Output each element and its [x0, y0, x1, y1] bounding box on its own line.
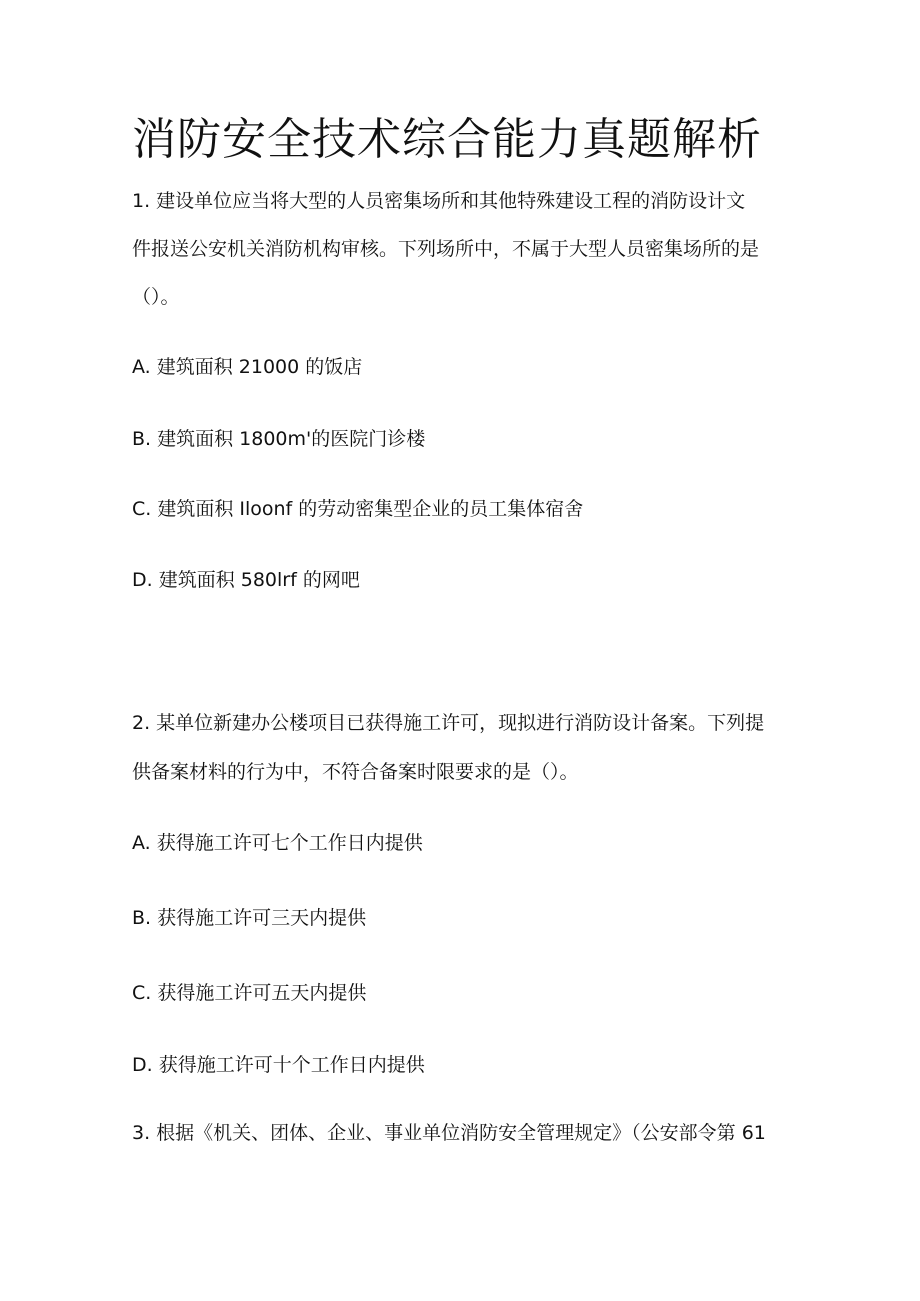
question-2-option-d: D. 获得施工许可十个工作日内提供	[132, 1054, 425, 1076]
question-2-stem-line-1: 2. 某单位新建办公楼项目已获得施工许可，现拟进行消防设计备案。下列提	[132, 712, 765, 734]
question-1-stem-line-2: 件报送公安机关消防机构审核。下列场所中，不属于大型人员密集场所的是	[132, 238, 760, 260]
question-1-option-c: C. 建筑面积 Iloonf 的劳动密集型企业的员工集体宿舍	[132, 498, 584, 520]
question-1-option-b: B. 建筑面积 1800m'的医院门诊楼	[132, 428, 426, 450]
question-1-option-d: D. 建筑面积 580lrf 的网吧	[132, 569, 360, 591]
question-2-option-c: C. 获得施工许可五天内提供	[132, 982, 367, 1004]
question-1-stem-line-1: 1. 建设单位应当将大型的人员密集场所和其他特殊建设工程的消防设计文	[132, 190, 746, 212]
question-1-stem-line-3: （）。	[132, 286, 180, 308]
question-2-stem-line-2: 供备案材料的行为中，不符合备案时限要求的是（）。	[132, 761, 579, 783]
question-1-option-a: A. 建筑面积 21000 的饭店	[132, 356, 363, 378]
question-3-stem-line-1: 3. 根据《机关、团体、企业、事业单位消防安全管理规定》（公安部令第 61	[132, 1122, 766, 1144]
question-2-option-b: B. 获得施工许可三天内提供	[132, 907, 367, 929]
document-title: 消防安全技术综合能力真题解析	[132, 114, 762, 165]
question-2-option-a: A. 获得施工许可七个工作日内提供	[132, 832, 423, 854]
